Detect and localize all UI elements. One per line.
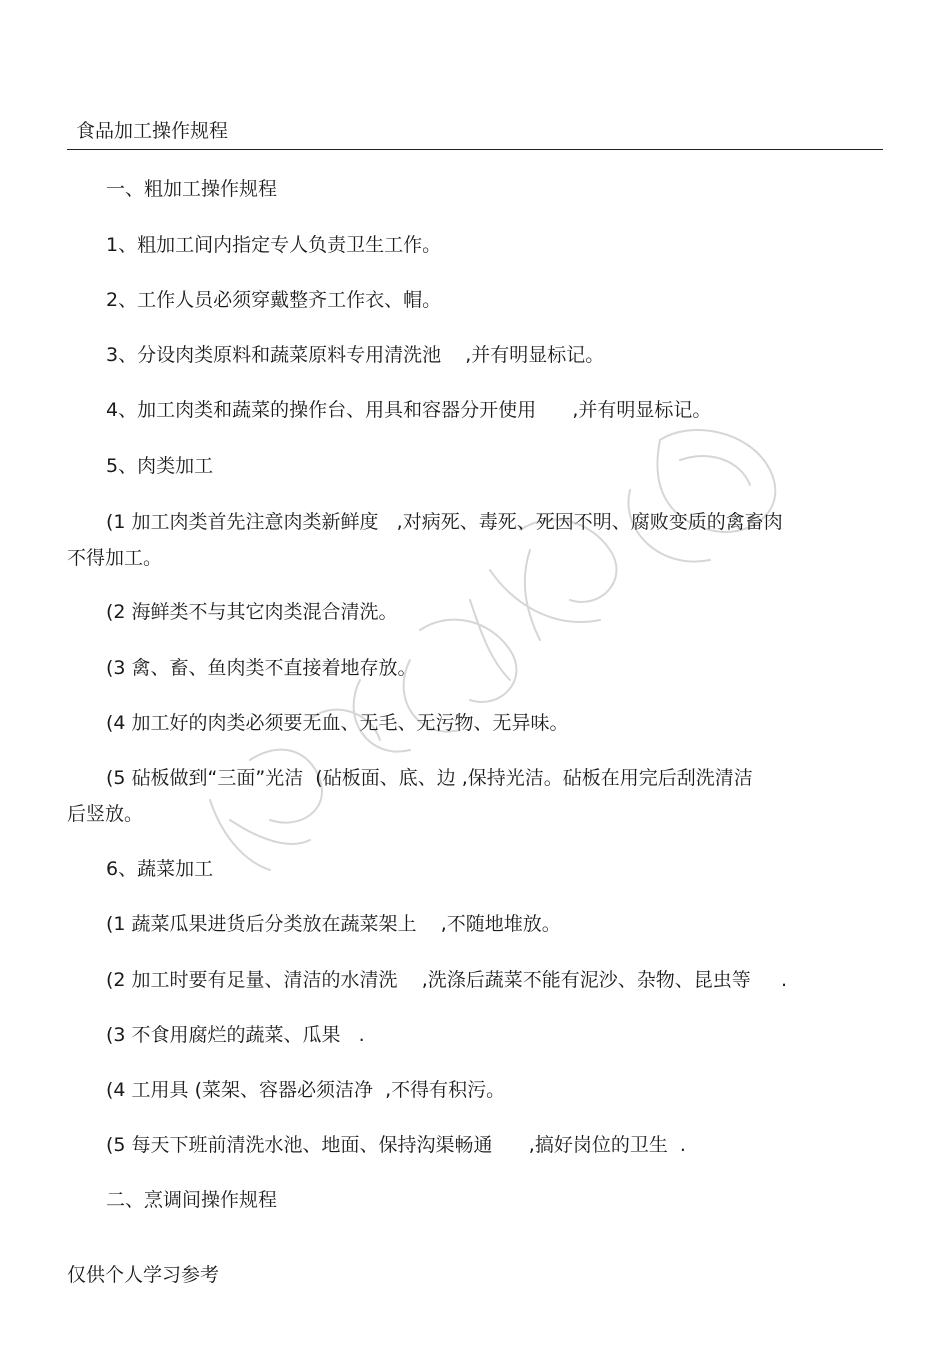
paragraph: (4 工用具 (菜架、容器必须洁净 ,不得有积污。 xyxy=(106,1079,506,1101)
paragraph-continuation: 后竖放。 xyxy=(67,803,144,825)
header-divider xyxy=(67,149,883,150)
paragraph: (3 不食用腐烂的蔬菜、瓜果 . xyxy=(106,1024,365,1046)
section-heading-cooking-room: 二、烹调间操作规程 xyxy=(106,1189,278,1211)
subsection-heading-meat: 5、肉类加工 xyxy=(106,455,214,477)
paragraph: 2、工作人员必须穿戴整齐工作衣、帽。 xyxy=(106,289,442,311)
document-footer-note: 仅供个人学习参考 xyxy=(67,1264,220,1286)
paragraph: 4、加工肉类和蔬菜的操作台、用具和容器分开使用 ,并有明显标记。 xyxy=(106,399,712,421)
paragraph: 3、分设肉类原料和蔬菜原料专用清洗池 ,并有明显标记。 xyxy=(106,344,605,366)
paragraph: (1 蔬菜瓜果进货后分类放在蔬菜架上 ,不随地堆放。 xyxy=(106,913,561,935)
paragraph: (5 每天下班前清洗水池、地面、保持沟渠畅通 ,搞好岗位的卫生 . xyxy=(106,1134,686,1156)
paragraph: (1 加工肉类首先注意肉类新鲜度 ,对病死、毒死、死因不明、腐败变质的禽畜肉 xyxy=(106,511,783,533)
paragraph: (2 加工时要有足量、清洁的水清洗 ,洗涤后蔬菜不能有泥沙、杂物、昆虫等 . xyxy=(106,969,787,991)
document-header-title: 食品加工操作规程 xyxy=(76,120,229,142)
paragraph-continuation: 不得加工。 xyxy=(67,547,163,569)
paragraph: (2 海鲜类不与其它肉类混合清洗。 xyxy=(106,601,398,623)
section-heading-rough-processing: 一、粗加工操作规程 xyxy=(106,178,278,200)
paragraph: (5 砧板做到“三面”光洁 (砧板面、底、边 ,保持光洁。砧板在用完后刮洗清洁 xyxy=(106,767,753,789)
paragraph: 1、粗加工间内指定专人负责卫生工作。 xyxy=(106,234,442,256)
paragraph: (4 加工好的肉类必须要无血、无毛、无污物、无异味。 xyxy=(106,712,569,734)
subsection-heading-vegetables: 6、蔬菜加工 xyxy=(106,858,214,880)
paragraph: (3 禽、畜、鱼肉类不直接着地存放。 xyxy=(106,657,417,679)
